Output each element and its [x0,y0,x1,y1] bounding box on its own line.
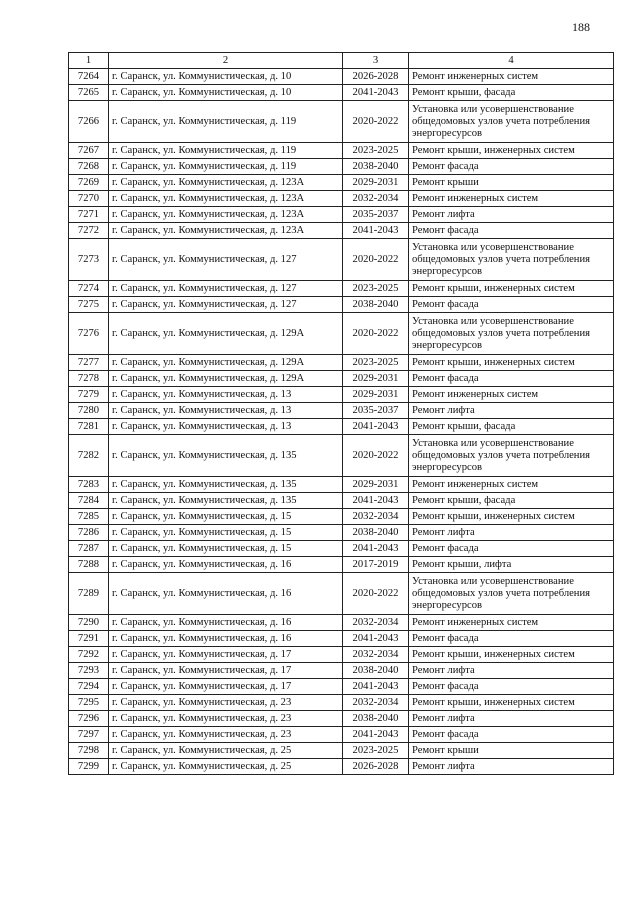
period-cell: 2017-2019 [343,557,409,573]
row-number-cell: 7268 [69,159,109,175]
period-cell: 2032-2034 [343,647,409,663]
row-number-cell: 7288 [69,557,109,573]
work-type-cell: Ремонт лифта [409,403,614,419]
work-type-cell: Ремонт крыши, фасада [409,85,614,101]
table-row [69,281,614,297]
work-type-cell: Ремонт крыши, фасада [409,419,614,435]
work-type-cell: Установка или усовершенствование общедомовых узлов учета потребления энергоресурсов [409,239,614,281]
row-number-cell: 7272 [69,223,109,239]
address-cell: г. Саранск, ул. Коммунистическая, д. 129А [109,355,343,371]
table-body [69,69,614,775]
work-type-cell: Ремонт крыши, фасада [409,493,614,509]
period-cell: 2029-2031 [343,175,409,191]
row-number-cell: 7298 [69,743,109,759]
address-cell: г. Саранск, ул. Коммунистическая, д. 23 [109,695,343,711]
work-type-cell: Установка или усовершенствование общедомовых узлов учета потребления энергоресурсов [409,573,614,615]
table-row [69,557,614,573]
row-number-cell: 7269 [69,175,109,191]
row-number-cell: 7264 [69,69,109,85]
address-cell: г. Саранск, ул. Коммунистическая, д. 13 [109,419,343,435]
table-row [69,615,614,631]
work-type-cell: Установка или усовершенствование общедомовых узлов учета потребления энергоресурсов [409,313,614,355]
period-cell: 2026-2028 [343,759,409,775]
table-row [69,239,614,281]
register-table [68,52,614,775]
period-cell: 2038-2040 [343,159,409,175]
work-type-cell: Ремонт крыши, лифта [409,557,614,573]
period-cell: 2023-2025 [343,355,409,371]
period-cell: 2032-2034 [343,615,409,631]
work-type-cell: Ремонт лифта [409,207,614,223]
table-row [69,207,614,223]
work-type-cell: Ремонт фасада [409,679,614,695]
period-cell: 2029-2031 [343,477,409,493]
period-cell: 2041-2043 [343,419,409,435]
row-number-cell: 7271 [69,207,109,223]
address-cell: г. Саранск, ул. Коммунистическая, д. 129А [109,313,343,355]
address-cell: г. Саранск, ул. Коммунистическая, д. 123А [109,175,343,191]
address-cell: г. Саранск, ул. Коммунистическая, д. 135 [109,435,343,477]
table-row [69,159,614,175]
address-cell: г. Саранск, ул. Коммунистическая, д. 135 [109,493,343,509]
work-type-cell: Ремонт инженерных систем [409,387,614,403]
address-cell: г. Саранск, ул. Коммунистическая, д. 17 [109,647,343,663]
period-cell: 2020-2022 [343,313,409,355]
address-cell: г. Саранск, ул. Коммунистическая, д. 25 [109,743,343,759]
period-cell: 2038-2040 [343,525,409,541]
table-row [69,541,614,557]
address-cell: г. Саранск, ул. Коммунистическая, д. 16 [109,573,343,615]
row-number-cell: 7296 [69,711,109,727]
row-number-cell: 7286 [69,525,109,541]
work-type-cell: Ремонт фасада [409,727,614,743]
period-cell: 2038-2040 [343,711,409,727]
address-cell: г. Саранск, ул. Коммунистическая, д. 16 [109,631,343,647]
table-row [69,175,614,191]
table-row [69,509,614,525]
period-cell: 2020-2022 [343,101,409,143]
row-number-cell: 7289 [69,573,109,615]
table-row [69,759,614,775]
address-cell: г. Саранск, ул. Коммунистическая, д. 15 [109,541,343,557]
row-number-cell: 7280 [69,403,109,419]
period-cell: 2020-2022 [343,435,409,477]
work-type-cell: Ремонт фасада [409,223,614,239]
row-number-cell: 7281 [69,419,109,435]
row-number-cell: 7279 [69,387,109,403]
table-row [69,191,614,207]
work-type-cell: Ремонт инженерных систем [409,477,614,493]
address-cell: г. Саранск, ул. Коммунистическая, д. 13 [109,403,343,419]
work-type-cell: Ремонт фасада [409,159,614,175]
column-header-3: 3 [343,53,409,69]
table-row [69,143,614,159]
period-cell: 2041-2043 [343,541,409,557]
work-type-cell: Ремонт крыши [409,743,614,759]
table-row [69,387,614,403]
work-type-cell: Ремонт фасада [409,541,614,557]
period-cell: 2023-2025 [343,143,409,159]
table-row [69,355,614,371]
table-row [69,477,614,493]
address-cell: г. Саранск, ул. Коммунистическая, д. 135 [109,477,343,493]
work-type-cell: Ремонт лифта [409,711,614,727]
row-number-cell: 7277 [69,355,109,371]
row-number-cell: 7284 [69,493,109,509]
period-cell: 2032-2034 [343,509,409,525]
work-type-cell: Установка или усовершенствование общедомовых узлов учета потребления энергоресурсов [409,101,614,143]
table-row [69,403,614,419]
period-cell: 2041-2043 [343,493,409,509]
work-type-cell: Ремонт лифта [409,759,614,775]
address-cell: г. Саранск, ул. Коммунистическая, д. 119 [109,159,343,175]
table-row [69,525,614,541]
row-number-cell: 7265 [69,85,109,101]
address-cell: г. Саранск, ул. Коммунистическая, д. 10 [109,69,343,85]
row-number-cell: 7287 [69,541,109,557]
address-cell: г. Саранск, ул. Коммунистическая, д. 129А [109,371,343,387]
address-cell: г. Саранск, ул. Коммунистическая, д. 127 [109,239,343,281]
table-row [69,493,614,509]
period-cell: 2026-2028 [343,69,409,85]
work-type-cell: Ремонт крыши, инженерных систем [409,281,614,297]
address-cell: г. Саранск, ул. Коммунистическая, д. 10 [109,85,343,101]
period-cell: 2029-2031 [343,371,409,387]
period-cell: 2041-2043 [343,679,409,695]
row-number-cell: 7266 [69,101,109,143]
work-type-cell: Ремонт инженерных систем [409,615,614,631]
row-number-cell: 7274 [69,281,109,297]
page-number: 188 [572,20,590,34]
period-cell: 2023-2025 [343,281,409,297]
row-number-cell: 7276 [69,313,109,355]
row-number-cell: 7273 [69,239,109,281]
table-row [69,573,614,615]
table-row [69,85,614,101]
work-type-cell: Ремонт крыши, инженерных систем [409,143,614,159]
address-cell: г. Саранск, ул. Коммунистическая, д. 23 [109,727,343,743]
address-cell: г. Саранск, ул. Коммунистическая, д. 127 [109,297,343,313]
work-type-cell: Ремонт лифта [409,663,614,679]
table-row [69,371,614,387]
work-type-cell: Ремонт фасада [409,631,614,647]
work-type-cell: Ремонт крыши, инженерных систем [409,647,614,663]
period-cell: 2035-2037 [343,403,409,419]
table-row [69,313,614,355]
table-row [69,711,614,727]
table-row [69,743,614,759]
row-number-cell: 7275 [69,297,109,313]
work-type-cell: Ремонт крыши [409,175,614,191]
period-cell: 2032-2034 [343,695,409,711]
table-row [69,727,614,743]
address-cell: г. Саранск, ул. Коммунистическая, д. 25 [109,759,343,775]
row-number-cell: 7291 [69,631,109,647]
address-cell: г. Саранск, ул. Коммунистическая, д. 123А [109,191,343,207]
period-cell: 2035-2037 [343,207,409,223]
work-type-cell: Ремонт инженерных систем [409,191,614,207]
address-cell: г. Саранск, ул. Коммунистическая, д. 119 [109,101,343,143]
table-row [69,419,614,435]
table-row [69,297,614,313]
column-header-1: 1 [69,53,109,69]
address-cell: г. Саранск, ул. Коммунистическая, д. 119 [109,143,343,159]
work-type-cell: Ремонт фасада [409,297,614,313]
address-cell: г. Саранск, ул. Коммунистическая, д. 127 [109,281,343,297]
address-cell: г. Саранск, ул. Коммунистическая, д. 15 [109,525,343,541]
table-row [69,695,614,711]
period-cell: 2020-2022 [343,239,409,281]
period-cell: 2041-2043 [343,85,409,101]
row-number-cell: 7299 [69,759,109,775]
table-row [69,435,614,477]
period-cell: 2041-2043 [343,727,409,743]
period-cell: 2041-2043 [343,631,409,647]
work-type-cell: Ремонт крыши, инженерных систем [409,355,614,371]
work-type-cell: Ремонт крыши, инженерных систем [409,695,614,711]
work-type-cell: Ремонт крыши, инженерных систем [409,509,614,525]
row-number-cell: 7285 [69,509,109,525]
period-cell: 2020-2022 [343,573,409,615]
work-type-cell: Установка или усовершенствование общедомовых узлов учета потребления энергоресурсов [409,435,614,477]
address-cell: г. Саранск, ул. Коммунистическая, д. 15 [109,509,343,525]
period-cell: 2038-2040 [343,663,409,679]
table-row [69,101,614,143]
period-cell: 2023-2025 [343,743,409,759]
work-type-cell: Ремонт фасада [409,371,614,387]
period-cell: 2041-2043 [343,223,409,239]
table-row [69,223,614,239]
table-row [69,631,614,647]
address-cell: г. Саранск, ул. Коммунистическая, д. 17 [109,679,343,695]
period-cell: 2032-2034 [343,191,409,207]
address-cell: г. Саранск, ул. Коммунистическая, д. 13 [109,387,343,403]
period-cell: 2029-2031 [343,387,409,403]
header-row [69,53,614,69]
period-cell: 2038-2040 [343,297,409,313]
address-cell: г. Саранск, ул. Коммунистическая, д. 123А [109,223,343,239]
row-number-cell: 7283 [69,477,109,493]
row-number-cell: 7267 [69,143,109,159]
address-cell: г. Саранск, ул. Коммунистическая, д. 123А [109,207,343,223]
table-row [69,69,614,85]
row-number-cell: 7294 [69,679,109,695]
row-number-cell: 7292 [69,647,109,663]
row-number-cell: 7278 [69,371,109,387]
row-number-cell: 7295 [69,695,109,711]
row-number-cell: 7290 [69,615,109,631]
address-cell: г. Саранск, ул. Коммунистическая, д. 23 [109,711,343,727]
row-number-cell: 7282 [69,435,109,477]
work-type-cell: Ремонт лифта [409,525,614,541]
column-header-4: 4 [409,53,614,69]
row-number-cell: 7293 [69,663,109,679]
address-cell: г. Саранск, ул. Коммунистическая, д. 16 [109,557,343,573]
work-type-cell: Ремонт инженерных систем [409,69,614,85]
column-header-2: 2 [109,53,343,69]
table-row [69,647,614,663]
row-number-cell: 7270 [69,191,109,207]
row-number-cell: 7297 [69,727,109,743]
address-cell: г. Саранск, ул. Коммунистическая, д. 16 [109,615,343,631]
table-row [69,663,614,679]
table-row [69,679,614,695]
address-cell: г. Саранск, ул. Коммунистическая, д. 17 [109,663,343,679]
